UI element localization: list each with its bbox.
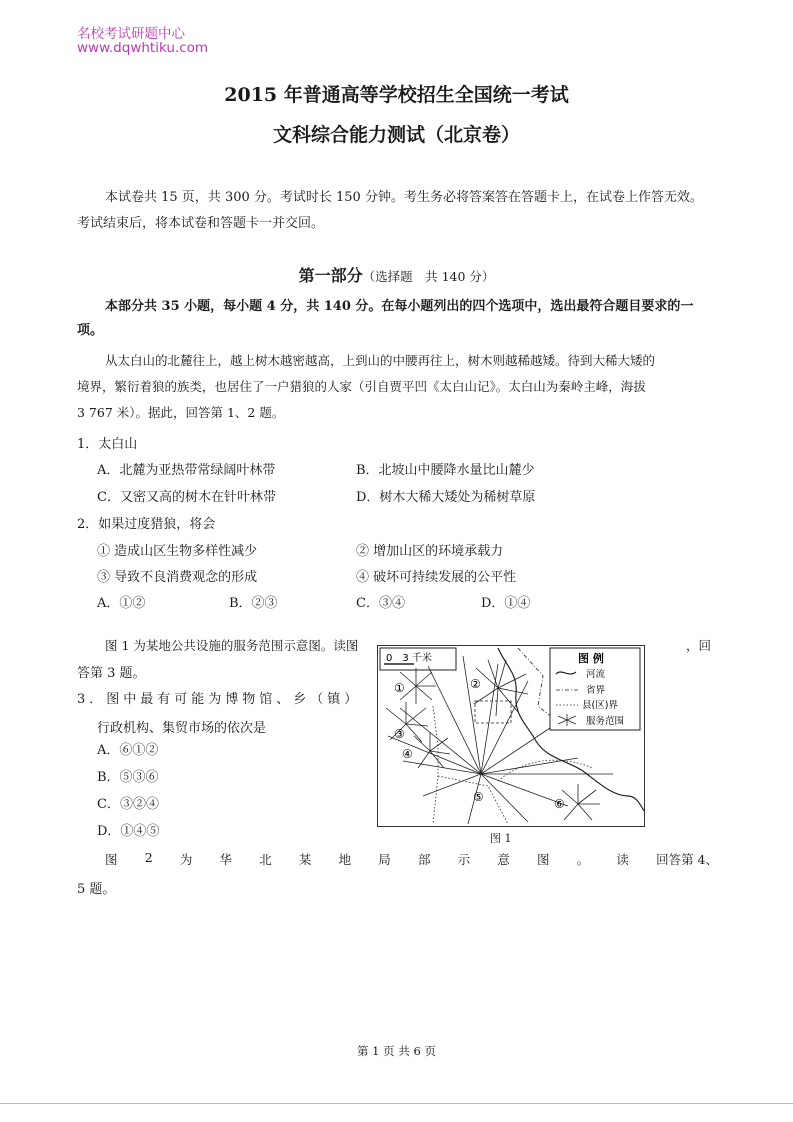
fig2-intro-word: 某 <box>298 852 312 867</box>
map-legend <box>550 648 640 730</box>
passage-line-2: 境界，繁衍着狼的族类，也居住了一户猎狼的人家（引自贾平凹《太白山记》。太白山为秦岭主峰，海拔 <box>77 379 646 394</box>
q1-option-c[interactable]: C．又密又高的树木在针叶林带 <box>97 490 276 505</box>
section-subtitle: （选择题 共 140 分） <box>362 269 495 284</box>
fig2-intro-word: 回答第 4、 <box>656 852 718 867</box>
fig2-intro-line-2: 5 题。 <box>77 882 116 897</box>
legend-title: 图 例 <box>578 652 604 665</box>
q2-option-d[interactable]: D．①④ <box>481 596 531 611</box>
intro-line-2: 考试结束后，将本试卷和答题卡一并交回。 <box>77 216 325 231</box>
map-drawing <box>378 646 644 826</box>
fig1-intro-part-2: ，回 <box>686 638 712 653</box>
q1-option-d[interactable]: D．树木大稀大矮处为稀树草原 <box>356 490 536 505</box>
watermark-site-name: 名校考试研题中心 <box>77 26 185 42</box>
marker-5: ⑤ <box>473 790 484 804</box>
service-range-2 <box>474 660 528 716</box>
fig2-intro-word: 读 <box>616 852 629 867</box>
dashed-area <box>475 701 511 723</box>
fig2-intro-word: 意 <box>497 852 510 867</box>
q3-stem-line-1: 3．图中最有可能为博物馆、乡（镇） <box>77 692 362 707</box>
q2-statement-1: ① 造成山区生物多样性减少 <box>97 544 258 559</box>
fig2-intro-word: 示 <box>457 852 471 867</box>
marker-2: ② <box>470 677 481 691</box>
fig1-intro-line-2: 答第 3 题。 <box>77 666 146 681</box>
marker-4: ④ <box>402 747 413 761</box>
legend-service: 服务范围 <box>586 716 625 727</box>
fig2-intro-word: 为 <box>179 852 193 867</box>
q2-statement-2: ② 增加山区的环境承载力 <box>356 544 504 559</box>
q3-option-d[interactable]: D．①④⑤ <box>97 824 160 839</box>
section-heading <box>0 263 793 286</box>
q1-option-b[interactable]: B．北坡山中腰降水量比山麓少 <box>356 463 535 478</box>
fig2-intro-word: 地 <box>338 852 352 867</box>
q3-option-c[interactable]: C．③②④ <box>97 797 159 812</box>
fig2-intro-word: 部 <box>417 852 431 867</box>
q2-statement-3: ③ 导致不良消费观念的形成 <box>97 570 258 585</box>
legend-county: 县(区)界 <box>582 700 618 711</box>
passage-line-3: 3 767 米）。据此，回答第 1、2 题。 <box>77 405 285 420</box>
exam-subtitle: 文科综合能力测试（北京卷） <box>272 124 520 146</box>
map-markers <box>394 677 565 811</box>
instructions-line-1: 本部分共 35 小题，每小题 4 分，共 140 分。在每小题列出的四个选项中，选出最符合题目要求的一 <box>105 299 694 314</box>
service-range-1 <box>400 668 436 704</box>
watermark-url: www.dqwhtiku.com <box>77 40 209 56</box>
service-range-4 <box>414 732 450 768</box>
fig2-intro-word: 。 <box>576 852 590 867</box>
fig2-intro-word: 图 <box>537 852 550 867</box>
marker-3: ③ <box>394 727 405 741</box>
passage-line-1: 从太白山的北麓往上，越上树木越密越高，上到山的中腰再往上，树木则越稀越矮。待到大稀大矮的 <box>105 353 656 368</box>
service-range-3 <box>386 702 428 742</box>
marker-1: ① <box>394 681 405 695</box>
page-footer: 第 1 页 共 6 页 <box>357 1044 436 1058</box>
figure-1-caption: 图 1 <box>490 832 512 845</box>
fig1-intro-part-1: 图 1 为某地公共设施的服务范围示意图。读图 <box>105 638 359 653</box>
page-bottom-rule <box>0 1103 793 1104</box>
figure-1-map <box>377 645 645 827</box>
fig2-intro-line-1 <box>105 850 718 868</box>
fig2-intro-word: 2 <box>144 850 153 865</box>
fig2-intro-word: 北 <box>259 852 272 867</box>
section-title: 第一部分 <box>298 266 363 285</box>
intro-line-1: 本试卷共 15 页，共 300 分。考试时长 150 分钟。考生务必将答案答在答题卡上，在试卷上作答无效。 <box>105 190 703 205</box>
instructions-line-2: 项。 <box>77 323 104 338</box>
fig2-intro-word: 局 <box>378 852 391 867</box>
service-range-6 <box>562 784 600 820</box>
q3-option-a[interactable]: A．⑥①② <box>97 743 159 758</box>
scale-label: 0 3 千米 <box>386 653 432 664</box>
q3-option-b[interactable]: B．⑤③⑥ <box>97 770 159 785</box>
q3-stem-line-2: 行政机构、集贸市场的依次是 <box>97 721 267 736</box>
exam-title: 2015 年普通高等学校招生全国统一考试 <box>224 84 569 106</box>
q2-stem: 2．如果过度猎狼，将会 <box>77 517 216 532</box>
legend-river: 河流 <box>586 669 606 680</box>
county-boundary <box>433 706 438 824</box>
q2-statement-4: ④ 破坏可持续发展的公平性 <box>356 570 517 585</box>
fig2-intro-word: 图 <box>105 852 118 867</box>
q1-stem: 1．太白山 <box>77 437 138 452</box>
q2-option-c[interactable]: C．③④ <box>356 596 405 611</box>
q1-option-a[interactable]: A．北麓为亚热带常绿阔叶林带 <box>97 463 276 478</box>
marker-6: ⑥ <box>554 797 565 811</box>
province-boundary <box>518 648 553 718</box>
fig2-intro-word: 华 <box>219 852 233 867</box>
q2-option-b[interactable]: B．②③ <box>229 596 278 611</box>
legend-province: 省界 <box>586 685 606 696</box>
q2-option-a[interactable]: A．①② <box>97 596 146 611</box>
